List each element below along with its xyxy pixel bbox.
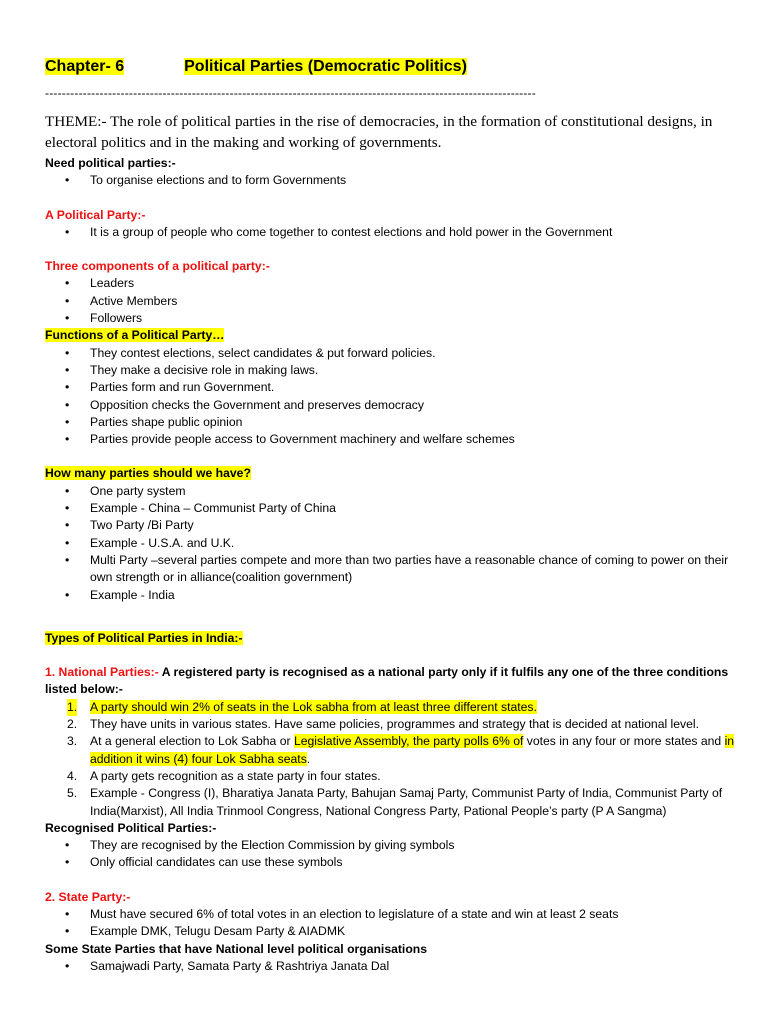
functions-list [45,345,735,449]
list-item: • Example - China – Communist Party of China [45,500,735,517]
theme-paragraph [45,111,735,153]
list-item: • Example - India [45,587,735,604]
chapter-title: Political Parties (Democratic Politics) [184,58,467,75]
list-item: • Samajwadi Party, Samata Party & Rashtriya Janata Dal [45,958,735,975]
theme-label: THEME:- [45,113,107,130]
list-item: 3. At a general election to Lok Sabha or Legislative Assembly, the party polls 6% of votes in any four or more states and in addition it wins (4) four Lok Sabha seats. [67,734,735,766]
list-item: • They make a decisive role in making laws. [45,362,735,379]
need-list [45,172,735,189]
list-item: • It is a group of people who come together to contest elections and hold power in the Government [45,224,735,241]
list-item: • Example - U.S.A. and U.K. [45,535,735,552]
list-item: • Must have secured 6% of total votes in an election to legislature of a state and win at least 2 seats [45,906,735,923]
list-item: 4. A party gets recognition as a state party in four states. [67,768,381,783]
list-item: • They are recognised by the Election Commission by giving symbols [45,837,735,854]
list-item: • They contest elections, select candidates & put forward policies. [45,345,735,362]
list-item: • One party system [45,483,735,500]
state-party-list [45,906,735,941]
notes-body [45,155,735,975]
national-conditions-list [45,699,735,820]
list-item: • Only official candidates can use these symbols [45,854,735,871]
list-item: • Example DMK, Telugu Desam Party & AIADMK [45,923,735,940]
functions-heading: Functions of a Political Party… [45,328,225,343]
recognised-heading: Recognised Political Parties:- [45,820,217,835]
national-parties-condition: A registered party is recognised as a national party only if it fulfils any one of the three conditions listed below:- [45,665,729,697]
recognised-list [45,837,735,872]
need-heading: Need political parties:- [45,156,176,170]
list-item: 5. Example - Congress (I), Bharatiya Janata Party, Bahujan Samaj Party, Communist Party of India, Communist Party of India(Marxist), All India Trinmool Congress, National Congress Party, Pational People’s party (P A Sangma) [67,786,723,818]
components-list [45,275,735,327]
list-item: • Parties provide people access to Government machinery and welfare schemes [45,431,735,448]
list-item: • Leaders [45,275,735,292]
types-heading: Types of Political Parties in India:- [45,630,243,645]
national-parties-intro [45,664,735,699]
list-item: • Followers [45,310,735,327]
state-party-heading: 2. State Party:- [45,889,131,904]
political-party-list [45,224,735,241]
list-item: • Parties shape public opinion [45,414,735,431]
chapter-number: Chapter- 6 [45,58,125,75]
divider-line: --------------------------------------------------------------------------------------------------------------------- [45,86,536,100]
list-item: • To organise elections and to form Governments [45,172,735,189]
list-item: 1. A party should win 2% of seats in the Lok sabha from at least three different states. [45,699,735,716]
how-many-heading: How many parties should we have? [45,466,251,481]
list-item: • Parties form and run Government. [45,379,735,396]
list-item: • Two Party /Bi Party [45,517,735,534]
list-item: • Multi Party –several parties compete and more than two parties have a reasonable chance of coming to power on their own strength or in alliance(coalition government) [45,552,735,587]
list-item: • Active Members [45,293,735,310]
page-title [45,58,467,76]
list-item: • Opposition checks the Government and preserves democracy [45,397,735,414]
political-party-heading: A Political Party:- [45,207,146,222]
theme-text: The role of political parties in the rise of democracies, in the formation of constitutional designs, in electoral politics and in the making and working of governments. [45,113,713,151]
how-many-list [45,483,735,604]
list-item: 2. They have units in various states. Have same policies, programmes and strategy that is decided at national level. [67,717,700,732]
components-heading: Three components of a political party:- [45,259,270,274]
state-national-heading: Some State Parties that have National level political organisations [45,941,427,956]
state-national-list [45,958,735,975]
national-parties-label: 1. National Parties:- [45,665,159,680]
